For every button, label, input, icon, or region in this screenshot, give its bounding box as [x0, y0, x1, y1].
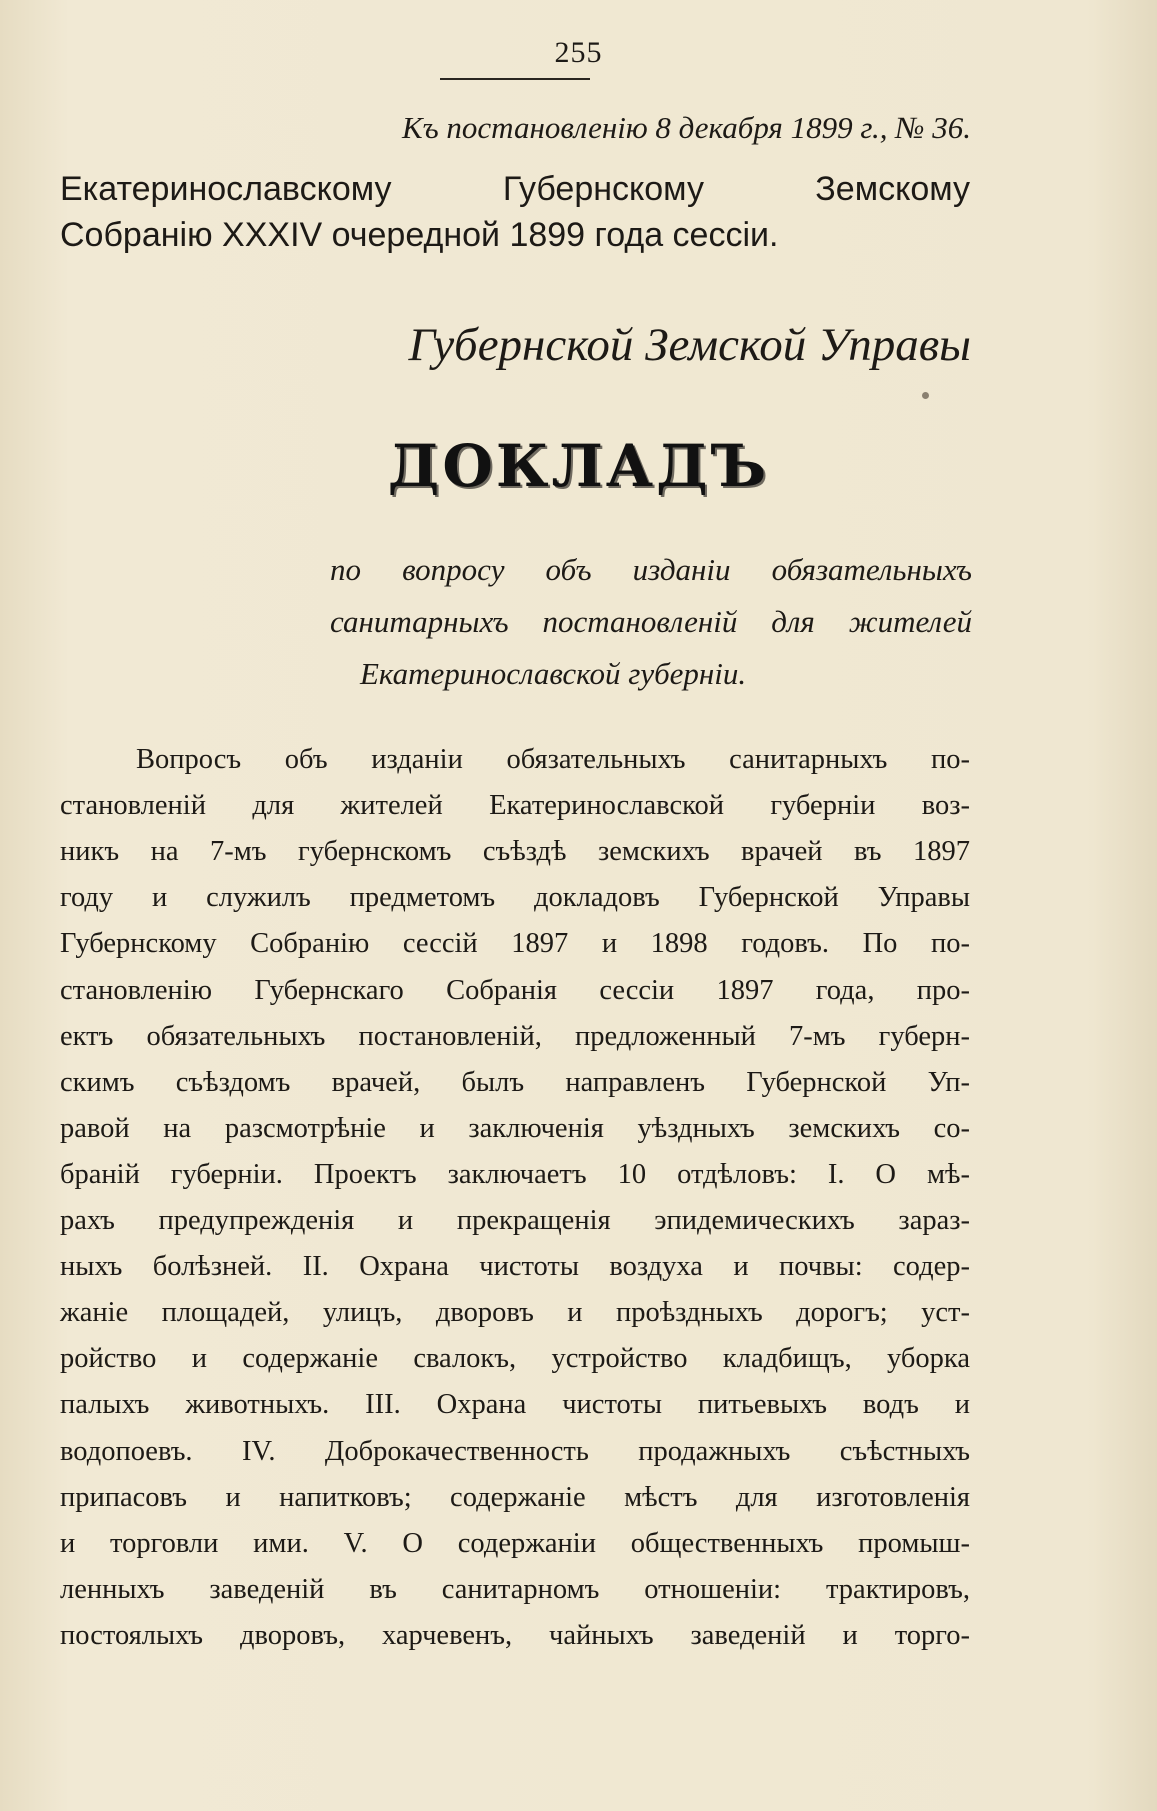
- page-number: 255: [554, 36, 603, 69]
- body-line: году и служилъ предметомъ докладовъ Губернской Управы: [60, 882, 970, 914]
- addressee-line-2: Собранію XXXIV очередной 1899 года сессіи.: [60, 216, 779, 254]
- ink-speck: [922, 392, 929, 399]
- body-line: палыхъ животныхъ. III. Охрана чистоты питьевыхъ водъ и: [60, 1389, 970, 1421]
- body-line: скимъ съѣздомъ врачей, былъ направленъ Губернской Уп-: [60, 1066, 970, 1098]
- body-line: ройство и содержаніе свалокъ, устройство кладбищъ, уборка: [60, 1343, 970, 1375]
- subject-line-2: санитарныхъ постановленій для жителей: [330, 604, 972, 639]
- body-line: ектъ обязательныхъ постановленій, предложенный 7-мъ губерн-: [60, 1020, 970, 1052]
- body-line: становленію Губернскаго Собранія сессіи 1897 года, про-: [60, 974, 970, 1006]
- body-line: постоялыхъ дворовъ, харчевенъ, чайныхъ заведеній и торго-: [60, 1619, 970, 1651]
- addressee-line-1: Екатеринославскому Губернскому Земскому: [60, 170, 970, 208]
- report-title: ДОКЛАДЪ: [387, 432, 770, 500]
- body-line: никъ на 7-мъ губернскомъ съѣздѣ земскихъ врачей въ 1897: [60, 836, 970, 868]
- body-line: равой на разсмотрѣніе и заключенія уѣздныхъ земскихъ со-: [60, 1112, 970, 1144]
- subject-line-3: Екатеринославской губерніи.: [360, 656, 747, 691]
- body-line: становленій для жителей Екатеринославской губерніи воз-: [60, 790, 970, 822]
- decree-reference: Къ постановленію 8 декабря 1899 г., № 36.: [402, 110, 971, 145]
- body-line: Губернскому Собранію сессій 1897 и 1898 годовъ. По по-: [60, 928, 970, 960]
- body-line: Вопросъ объ изданіи обязательныхъ санитарныхъ по-: [136, 744, 970, 775]
- body-line: и торговли ими. V. О содержаніи общественныхъ промыш-: [60, 1527, 970, 1559]
- body-line: припасовъ и напитковъ; содержаніе мѣстъ для изготовленія: [60, 1481, 970, 1513]
- body-line: рахъ предупрежденія и прекращенія эпидемическихъ зараз-: [60, 1205, 970, 1236]
- body-line: жаніе площадей, улицъ, дворовъ и проѣздныхъ дорогъ; уст-: [60, 1297, 970, 1329]
- issuer-heading: Губернской Земской Управы: [408, 319, 971, 371]
- body-line: браній губерніи. Проектъ заключаетъ 10 отдѣловъ: I. О мѣ-: [60, 1158, 970, 1190]
- subject-line-1: по вопросу объ изданіи обязательныхъ: [330, 552, 972, 587]
- page-number-rule: [440, 78, 590, 80]
- body-line: водопоевъ. IV. Доброкачественность продажныхъ съѣстныхъ: [60, 1435, 970, 1467]
- body-line: ленныхъ заведеній въ санитарномъ отношеніи: трактировъ,: [60, 1573, 970, 1605]
- body-line: ныхъ болѣзней. II. Охрана чистоты воздуха и почвы: содер-: [60, 1251, 970, 1283]
